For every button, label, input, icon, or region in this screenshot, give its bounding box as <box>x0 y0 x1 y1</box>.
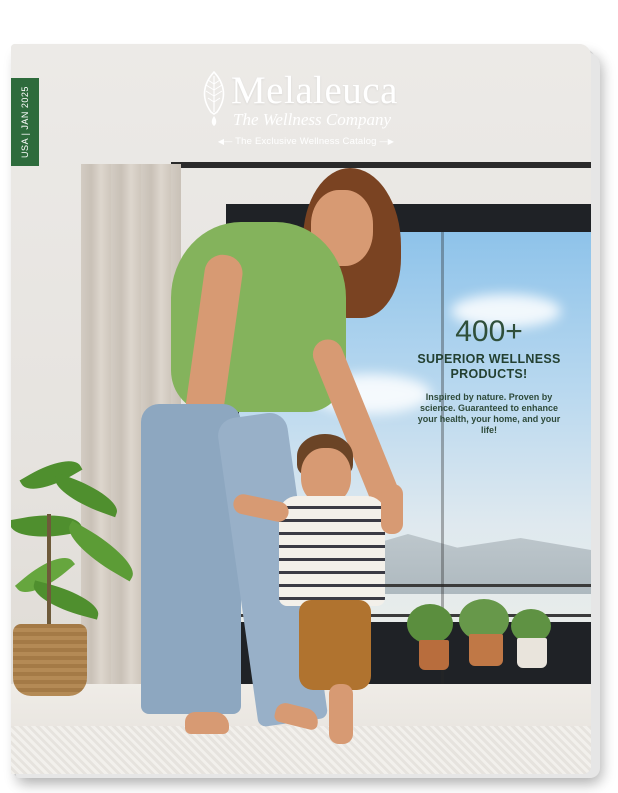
woman-foot <box>185 712 229 734</box>
promo-body: Inspired by nature. Proven by science. Guaranteed to enhance your health, your home, and your life! <box>417 392 561 435</box>
toddler-shorts <box>299 600 371 690</box>
arrow-icon: ◀— <box>217 137 233 146</box>
promo-headline <box>409 352 569 382</box>
brand-tagline: The Wellness Company <box>233 110 392 129</box>
balcony-pot <box>419 640 449 670</box>
toddler-arm <box>381 484 403 534</box>
plant-stem <box>47 514 51 626</box>
catalog-subtitle-text: The Exclusive Wellness Catalog <box>235 136 377 147</box>
arrow-icon: —▶ <box>379 137 395 146</box>
toddler-leg <box>329 684 353 744</box>
melaleuca-leaf-icon <box>199 70 229 128</box>
edition-tag <box>11 78 39 166</box>
brand-logo <box>191 66 421 156</box>
product-count: 400+ <box>455 315 523 348</box>
toddler-shirt <box>279 496 385 606</box>
catalog-cover[interactable] <box>11 44 591 774</box>
brand-name: Melaleuca <box>231 69 398 112</box>
edition-label: USA | JAN 2025 <box>20 86 30 158</box>
rug <box>11 726 591 774</box>
promo-block <box>409 316 569 436</box>
balcony-pot <box>517 638 547 668</box>
catalog-subtitle <box>201 136 411 147</box>
balcony-pot <box>469 634 503 666</box>
ceiling-beam <box>171 162 591 168</box>
woven-basket <box>13 624 87 696</box>
balcony-plant <box>407 604 453 644</box>
promo-headline-line: SUPERIOR WELLNESS <box>417 352 561 366</box>
promo-headline-line: PRODUCTS! <box>450 367 528 381</box>
